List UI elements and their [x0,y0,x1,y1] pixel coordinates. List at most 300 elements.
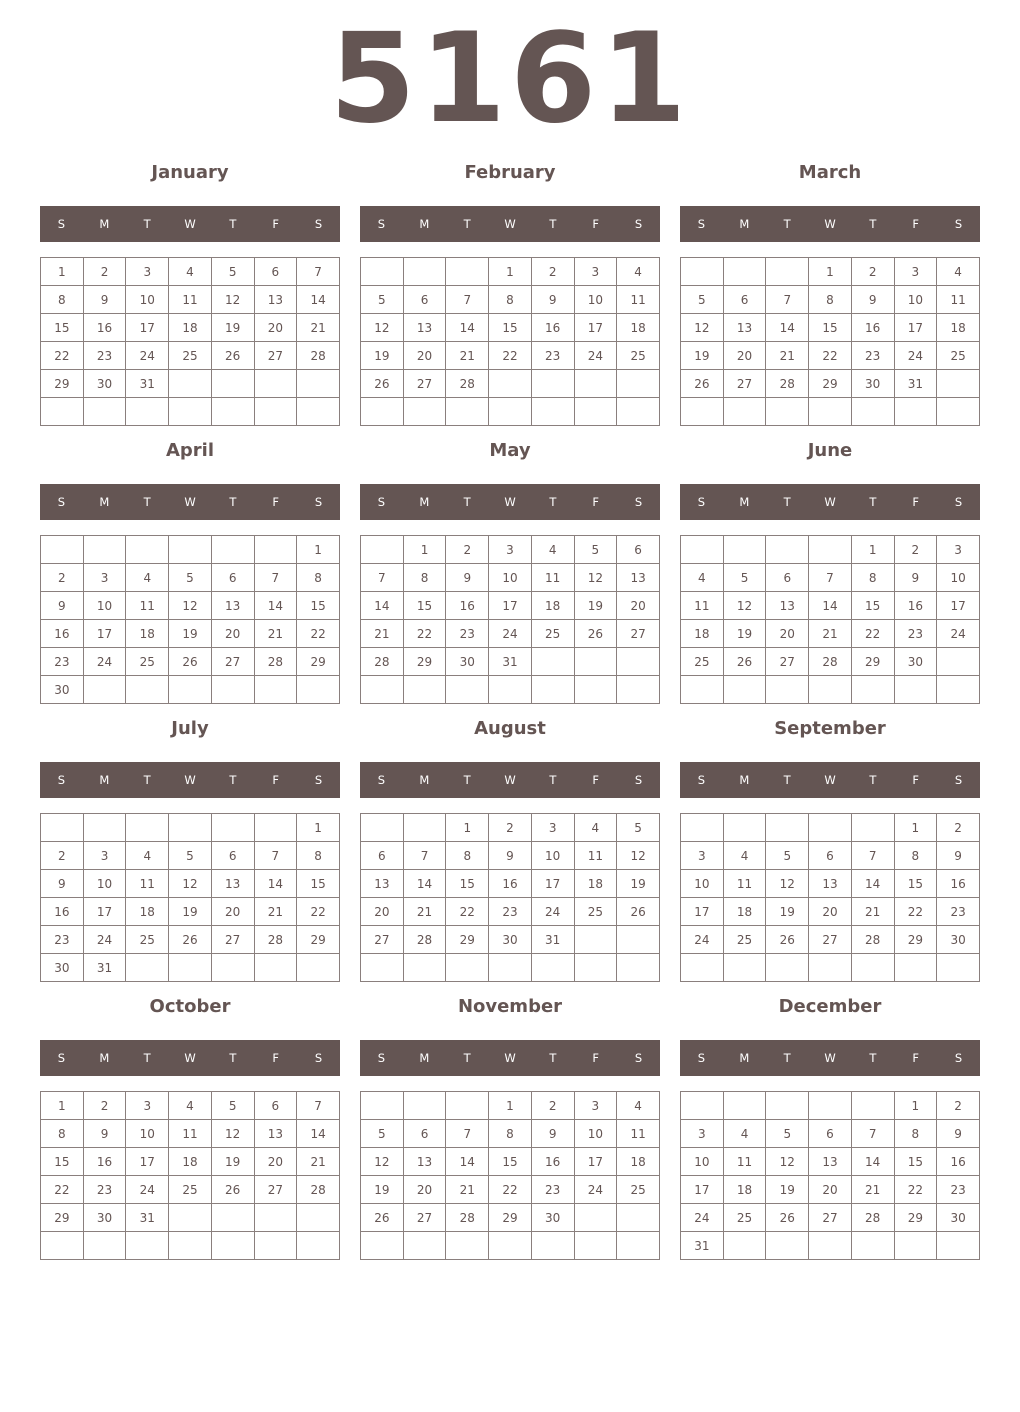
week-row [361,1092,660,1120]
empty-day-cell [297,676,340,704]
day-cell: 23 [83,1176,126,1204]
day-cell: 22 [41,1176,84,1204]
weekday-header [680,1040,980,1076]
day-cell: 22 [403,620,446,648]
empty-day-cell [617,954,660,982]
empty-day-cell [83,814,126,842]
weekday-header [680,206,980,242]
weekday-label: T [869,773,877,787]
day-cell: 4 [617,1092,660,1120]
week-row [681,592,980,620]
empty-day-cell [681,676,724,704]
day-cell: 16 [894,592,937,620]
empty-day-cell [617,398,660,426]
month-name: June [807,440,853,461]
empty-day-cell [211,676,254,704]
day-cell: 29 [446,926,489,954]
month-name: September [774,718,886,739]
empty-day-cell [446,1092,489,1120]
day-cell: 4 [169,1092,212,1120]
week-row [681,1120,980,1148]
week-row [41,676,340,704]
day-cell: 6 [809,1120,852,1148]
day-cell: 8 [297,564,340,592]
day-cell: 9 [531,1120,574,1148]
day-cell: 1 [851,536,894,564]
empty-day-cell [851,1232,894,1260]
empty-day-cell [254,954,297,982]
day-cell: 1 [297,814,340,842]
day-cell: 19 [169,898,212,926]
empty-day-cell [254,398,297,426]
week-row [681,814,980,842]
empty-day-cell [894,676,937,704]
day-cell: 6 [211,564,254,592]
day-cell: 27 [617,620,660,648]
day-cell: 23 [894,620,937,648]
weekday-label: F [912,495,920,509]
day-cell: 7 [851,1120,894,1148]
weekday-label: W [184,773,196,787]
day-cell: 2 [894,536,937,564]
empty-day-cell [681,536,724,564]
day-cell: 26 [361,370,404,398]
empty-day-cell [809,398,852,426]
day-cell: 10 [937,564,980,592]
day-cell: 4 [723,842,766,870]
day-cell: 8 [894,842,937,870]
day-cell: 28 [403,926,446,954]
day-cell: 15 [403,592,446,620]
day-cell: 21 [361,620,404,648]
weekday-label: T [869,495,877,509]
day-cell: 3 [894,258,937,286]
day-cell: 7 [403,842,446,870]
weekday-header [360,1040,660,1076]
empty-day-cell [937,1232,980,1260]
day-cell: 19 [361,342,404,370]
day-cell: 23 [531,1176,574,1204]
day-cell: 23 [937,1176,980,1204]
month-name: December [778,996,882,1017]
empty-day-cell [254,676,297,704]
day-cell: 3 [126,1092,169,1120]
week-row [681,342,980,370]
empty-day-cell [531,1232,574,1260]
day-cell: 28 [446,1204,489,1232]
weekday-label: T [549,773,557,787]
day-cell: 7 [446,286,489,314]
empty-day-cell [254,814,297,842]
weekday-label: T [229,495,237,509]
day-cell: 30 [41,954,84,982]
day-cell: 26 [574,620,617,648]
empty-day-cell [937,676,980,704]
day-cell: 28 [809,648,852,676]
day-cell: 19 [169,620,212,648]
empty-day-cell [766,814,809,842]
week-row [361,286,660,314]
week-row [361,1148,660,1176]
empty-day-cell [617,648,660,676]
day-grid [360,813,660,982]
week-row [41,954,340,982]
empty-day-cell [723,954,766,982]
day-cell: 5 [211,258,254,286]
day-cell: 22 [894,1176,937,1204]
empty-day-cell [766,398,809,426]
empty-day-cell [574,370,617,398]
day-cell: 12 [766,870,809,898]
day-cell: 13 [723,314,766,342]
weekday-label: T [143,217,151,231]
day-cell: 17 [574,314,617,342]
day-cell: 27 [211,926,254,954]
empty-day-cell [574,648,617,676]
day-cell: 17 [83,620,126,648]
day-cell: 30 [489,926,532,954]
empty-day-cell [809,1092,852,1120]
day-cell: 8 [809,286,852,314]
week-row [681,370,980,398]
empty-day-cell [531,676,574,704]
day-cell: 7 [446,1120,489,1148]
week-row [361,1120,660,1148]
weekday-label: M [739,217,750,231]
empty-day-cell [361,1232,404,1260]
day-cell: 5 [169,564,212,592]
day-cell: 18 [617,314,660,342]
week-row [41,258,340,286]
weekday-label: F [912,773,920,787]
day-cell: 21 [403,898,446,926]
week-row [681,676,980,704]
day-cell: 19 [766,1176,809,1204]
day-cell: 18 [126,620,169,648]
empty-day-cell [766,1232,809,1260]
day-cell: 8 [41,286,84,314]
day-cell: 18 [126,898,169,926]
empty-day-cell [681,954,724,982]
day-cell: 9 [937,842,980,870]
day-cell: 22 [41,342,84,370]
weekday-label: M [99,495,110,509]
empty-day-cell [169,676,212,704]
day-cell: 12 [211,1120,254,1148]
day-cell: 7 [361,564,404,592]
day-cell: 5 [723,564,766,592]
weekday-label: S [634,495,643,509]
weekday-label: F [272,495,280,509]
day-cell: 29 [851,648,894,676]
empty-day-cell [169,814,212,842]
month-name: March [798,162,862,183]
day-cell: 7 [297,1092,340,1120]
weekday-label: W [504,495,516,509]
day-cell: 3 [126,258,169,286]
day-cell: 10 [531,842,574,870]
week-row [681,648,980,676]
empty-day-cell [403,954,446,982]
week-row [41,1120,340,1148]
week-row [41,926,340,954]
day-cell: 14 [254,592,297,620]
day-cell: 14 [254,870,297,898]
weekday-label: T [463,1051,471,1065]
empty-day-cell [446,258,489,286]
day-cell: 7 [851,842,894,870]
day-cell: 12 [681,314,724,342]
weekday-label: M [99,217,110,231]
day-cell: 26 [766,926,809,954]
week-row [361,536,660,564]
weekday-label: M [739,1051,750,1065]
day-cell: 6 [403,1120,446,1148]
day-cell: 31 [681,1232,724,1260]
day-cell: 14 [297,1120,340,1148]
empty-day-cell [766,1092,809,1120]
weekday-label: S [634,217,643,231]
weekday-label: M [99,1051,110,1065]
empty-day-cell [574,954,617,982]
day-cell: 22 [446,898,489,926]
empty-day-cell [403,814,446,842]
empty-day-cell [489,370,532,398]
weekday-label: S [57,1051,66,1065]
day-cell: 27 [254,342,297,370]
weekday-header [40,206,340,242]
day-cell: 5 [361,1120,404,1148]
week-row [361,398,660,426]
day-cell: 21 [297,314,340,342]
empty-day-cell [446,676,489,704]
day-cell: 24 [574,1176,617,1204]
day-cell: 21 [851,898,894,926]
day-cell: 30 [83,370,126,398]
empty-day-cell [446,954,489,982]
day-cell: 24 [681,926,724,954]
month-name: July [171,718,209,739]
day-cell: 4 [574,814,617,842]
empty-day-cell [489,954,532,982]
empty-day-cell [574,1232,617,1260]
day-cell: 9 [41,870,84,898]
empty-day-cell [574,676,617,704]
day-cell: 27 [766,648,809,676]
empty-day-cell [297,1204,340,1232]
empty-day-cell [361,536,404,564]
empty-day-cell [723,1092,766,1120]
empty-day-cell [211,1204,254,1232]
day-cell: 17 [681,898,724,926]
day-cell: 3 [83,842,126,870]
day-cell: 6 [617,536,660,564]
day-cell: 2 [531,1092,574,1120]
day-cell: 26 [766,1204,809,1232]
day-cell: 3 [937,536,980,564]
empty-day-cell [297,1232,340,1260]
day-cell: 16 [531,314,574,342]
day-cell: 23 [83,342,126,370]
day-cell: 12 [766,1148,809,1176]
empty-day-cell [851,1092,894,1120]
day-cell: 26 [681,370,724,398]
day-cell: 23 [937,898,980,926]
day-cell: 4 [723,1120,766,1148]
day-cell: 14 [851,870,894,898]
weekday-header [360,484,660,520]
day-cell: 25 [723,926,766,954]
empty-day-cell [126,1232,169,1260]
day-cell: 24 [126,342,169,370]
week-row [361,314,660,342]
week-row [361,1204,660,1232]
day-cell: 9 [531,286,574,314]
empty-day-cell [723,1232,766,1260]
day-cell: 18 [937,314,980,342]
day-cell: 9 [851,286,894,314]
day-cell: 11 [937,286,980,314]
day-grid [360,535,660,704]
empty-day-cell [126,398,169,426]
empty-day-cell [574,1204,617,1232]
day-cell: 11 [169,286,212,314]
empty-day-cell [297,398,340,426]
weekday-header [360,206,660,242]
empty-day-cell [211,814,254,842]
day-cell: 14 [403,870,446,898]
day-cell: 24 [489,620,532,648]
day-cell: 16 [83,1148,126,1176]
weekday-label: F [592,495,600,509]
day-cell: 13 [403,1148,446,1176]
weekday-label: W [184,495,196,509]
weekday-label: S [57,217,66,231]
day-cell: 18 [531,592,574,620]
day-cell: 29 [41,370,84,398]
weekday-label: T [549,495,557,509]
empty-day-cell [403,398,446,426]
day-cell: 20 [403,1176,446,1204]
weekday-label: W [504,1051,516,1065]
week-row [361,676,660,704]
day-cell: 29 [297,648,340,676]
day-cell: 16 [41,620,84,648]
day-cell: 16 [531,1148,574,1176]
weekday-label: M [739,773,750,787]
day-cell: 23 [851,342,894,370]
day-cell: 27 [254,1176,297,1204]
empty-day-cell [446,398,489,426]
week-row [681,258,980,286]
day-cell: 11 [681,592,724,620]
empty-day-cell [169,398,212,426]
day-cell: 24 [937,620,980,648]
day-cell: 19 [766,898,809,926]
week-row [361,954,660,982]
empty-day-cell [254,1204,297,1232]
week-row [41,342,340,370]
weekday-label: T [143,773,151,787]
weekday-label: T [229,217,237,231]
day-cell: 7 [254,564,297,592]
empty-day-cell [126,814,169,842]
empty-day-cell [403,1232,446,1260]
day-cell: 24 [894,342,937,370]
day-cell: 25 [723,1204,766,1232]
day-cell: 31 [83,954,126,982]
day-cell: 6 [809,842,852,870]
empty-day-cell [681,1092,724,1120]
day-cell: 5 [574,536,617,564]
day-cell: 2 [446,536,489,564]
week-row [41,286,340,314]
day-cell: 29 [894,1204,937,1232]
day-cell: 18 [723,1176,766,1204]
day-cell: 20 [211,620,254,648]
weekday-label: T [549,1051,557,1065]
day-cell: 29 [489,1204,532,1232]
day-cell: 31 [531,926,574,954]
week-row [681,926,980,954]
day-cell: 18 [574,870,617,898]
weekday-label: S [377,1051,386,1065]
week-row [41,1148,340,1176]
day-cell: 29 [894,926,937,954]
empty-day-cell [297,370,340,398]
empty-day-cell [254,536,297,564]
day-cell: 3 [489,536,532,564]
day-grid [360,1091,660,1260]
day-cell: 11 [169,1120,212,1148]
day-cell: 23 [489,898,532,926]
day-cell: 8 [297,842,340,870]
weekday-label: T [143,1051,151,1065]
empty-day-cell [809,814,852,842]
day-cell: 20 [617,592,660,620]
day-cell: 26 [361,1204,404,1232]
day-cell: 25 [531,620,574,648]
empty-day-cell [211,370,254,398]
day-cell: 12 [617,842,660,870]
empty-day-cell [169,536,212,564]
day-cell: 24 [83,648,126,676]
empty-day-cell [894,398,937,426]
week-row [681,1148,980,1176]
day-cell: 14 [851,1148,894,1176]
empty-day-cell [937,648,980,676]
weekday-label: S [954,773,963,787]
day-cell: 22 [297,620,340,648]
week-row [681,286,980,314]
day-cell: 23 [41,926,84,954]
day-cell: 28 [851,926,894,954]
empty-day-cell [489,398,532,426]
day-cell: 15 [894,870,937,898]
empty-day-cell [851,954,894,982]
weekday-header [40,762,340,798]
empty-day-cell [361,676,404,704]
day-cell: 29 [809,370,852,398]
day-cell: 20 [809,1176,852,1204]
week-row [681,1092,980,1120]
empty-day-cell [446,1232,489,1260]
empty-day-cell [361,258,404,286]
empty-day-cell [531,398,574,426]
weekday-label: T [463,217,471,231]
empty-day-cell [574,926,617,954]
day-cell: 1 [446,814,489,842]
